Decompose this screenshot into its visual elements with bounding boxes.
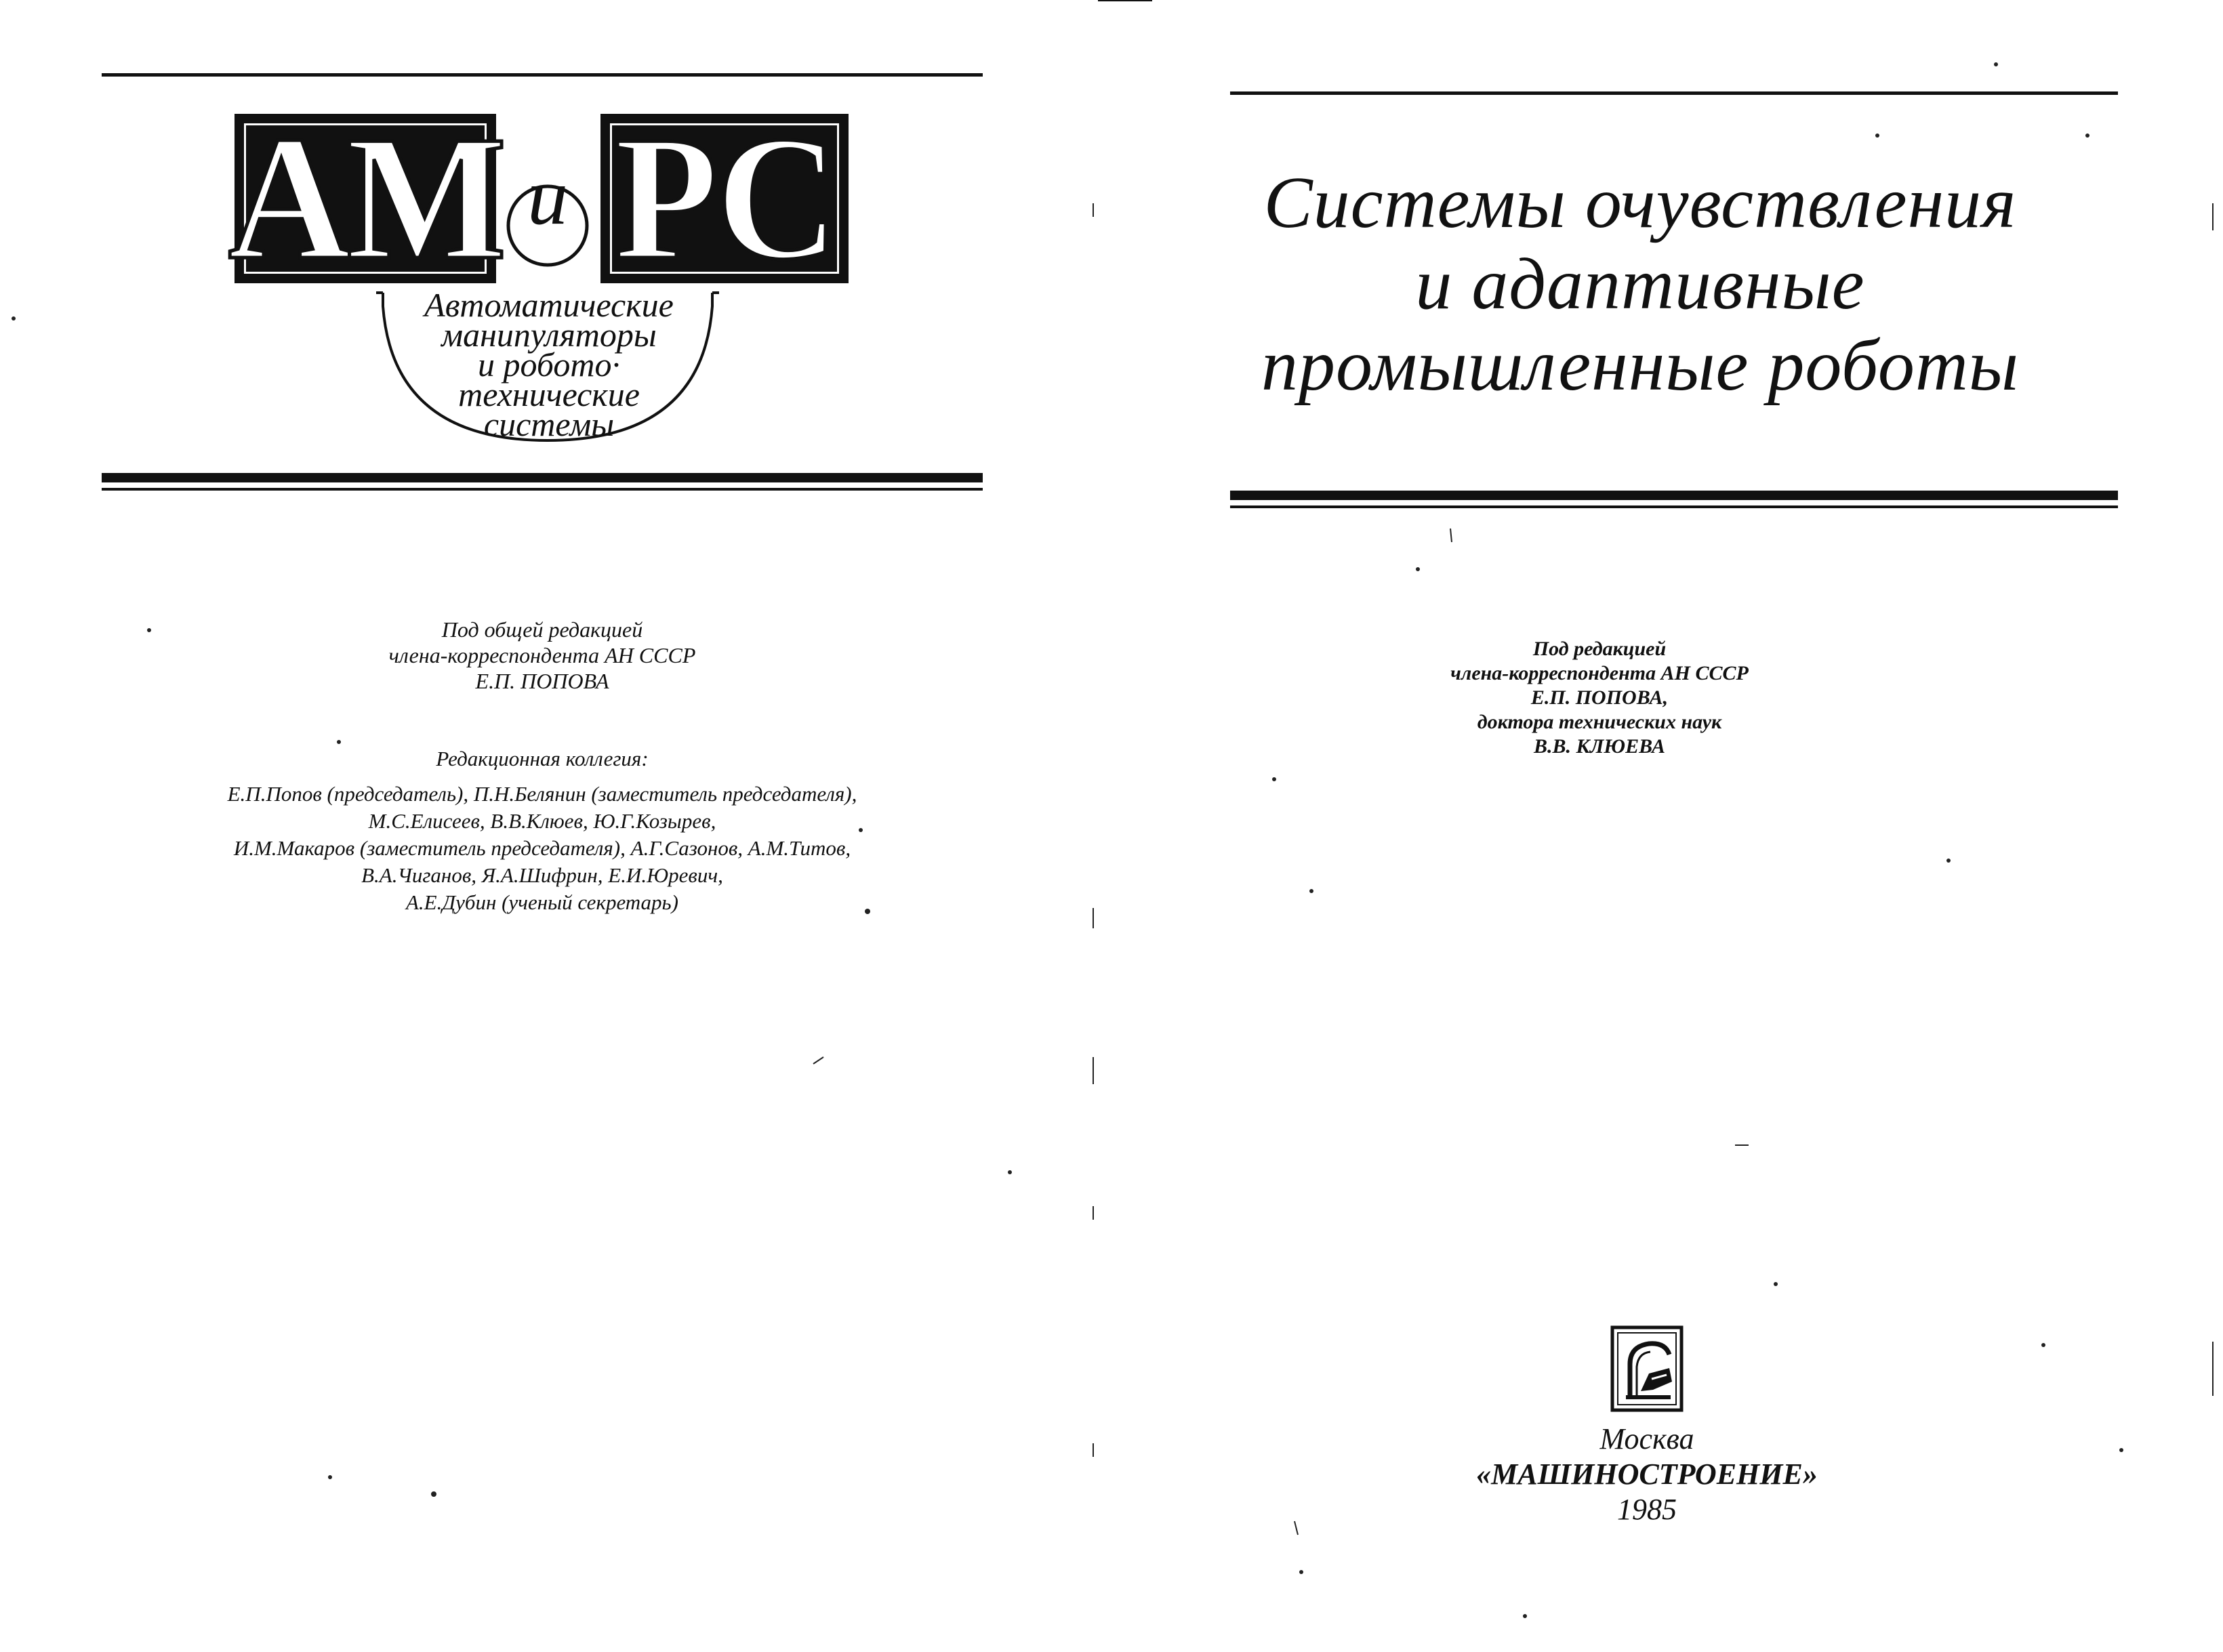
series-logo-caption-line: технические [458,375,640,413]
series-logo-caption-line: манипуляторы [441,316,657,354]
editorial-board-title: Редакционная коллегия: [436,747,649,770]
series-logo-caption-line: Автоматические [424,286,674,324]
book-title [1186,163,2094,407]
bottom-rule-left-thick [102,473,983,482]
imprint-city: Москва [1599,1422,1694,1455]
series-logo-letters-right: РС [614,100,835,297]
series-logo-caption-line: и робото· [478,346,620,384]
imprint-publisher: «МАШИНОСТРОЕНИЕ» [1476,1458,1818,1491]
series-logo [224,100,868,461]
book-editors-line: В.В. КЛЮЕВА [1533,735,1666,758]
book-title-line: промышленные роботы [1261,325,2020,406]
editorial-board-line: М.С.Елисеев, В.В.Клюев, Ю.Г.Козырев, [368,809,716,833]
top-rule-left [102,73,983,77]
series-logo-caption-line: системы [483,405,615,443]
book-editors-line: доктора технических наук [1477,711,1722,733]
editorial-board-line: А.Е.Дубин (ученый секретарь) [406,890,678,914]
top-rule-right [1230,91,2118,95]
imprint-block [1416,1422,1877,1527]
editorial-board-block [122,745,962,916]
book-editors-line: члена-корреспондента АН СССР [1450,662,1749,684]
right-page [1098,0,2223,1652]
series-logo-conjunction: и [527,151,568,241]
bottom-rule-right-thin [1230,505,2118,508]
editorial-board-line: Е.П.Попов (председатель), П.Н.Белянин (заместитель председателя), [227,782,857,806]
book-title-line: Системы очувствления [1263,163,2017,243]
general-editor-block [142,617,942,694]
bottom-rule-right-thick [1230,491,2118,500]
left-page [0,0,1098,1652]
book-title-line: и адаптивные [1415,244,1865,325]
publisher-emblem-icon [1610,1325,1684,1413]
general-editor-line: Под общей редакцией [441,617,643,642]
general-editor-line: члена-корреспондента АН СССР [388,643,696,667]
bottom-rule-left-thin [102,488,983,491]
series-logo-caption [380,286,718,443]
imprint-year: 1985 [1617,1493,1677,1526]
book-editors-block [1322,637,1877,759]
series-logo-letters-left: АМ [228,100,503,297]
book-editors-line: Е.П. ПОПОВА, [1530,686,1669,709]
book-editors-line: Под редакцией [1532,638,1667,660]
editorial-board-line: В.А.Чиганов, Я.А.Шифрин, Е.И.Юревич, [361,863,723,887]
general-editor-line: Е.П. ПОПОВА [475,669,609,693]
editorial-board-line: И.М.Макаров (заместитель председателя), А.Г.Сазонов, А.М.Титов, [233,836,851,860]
